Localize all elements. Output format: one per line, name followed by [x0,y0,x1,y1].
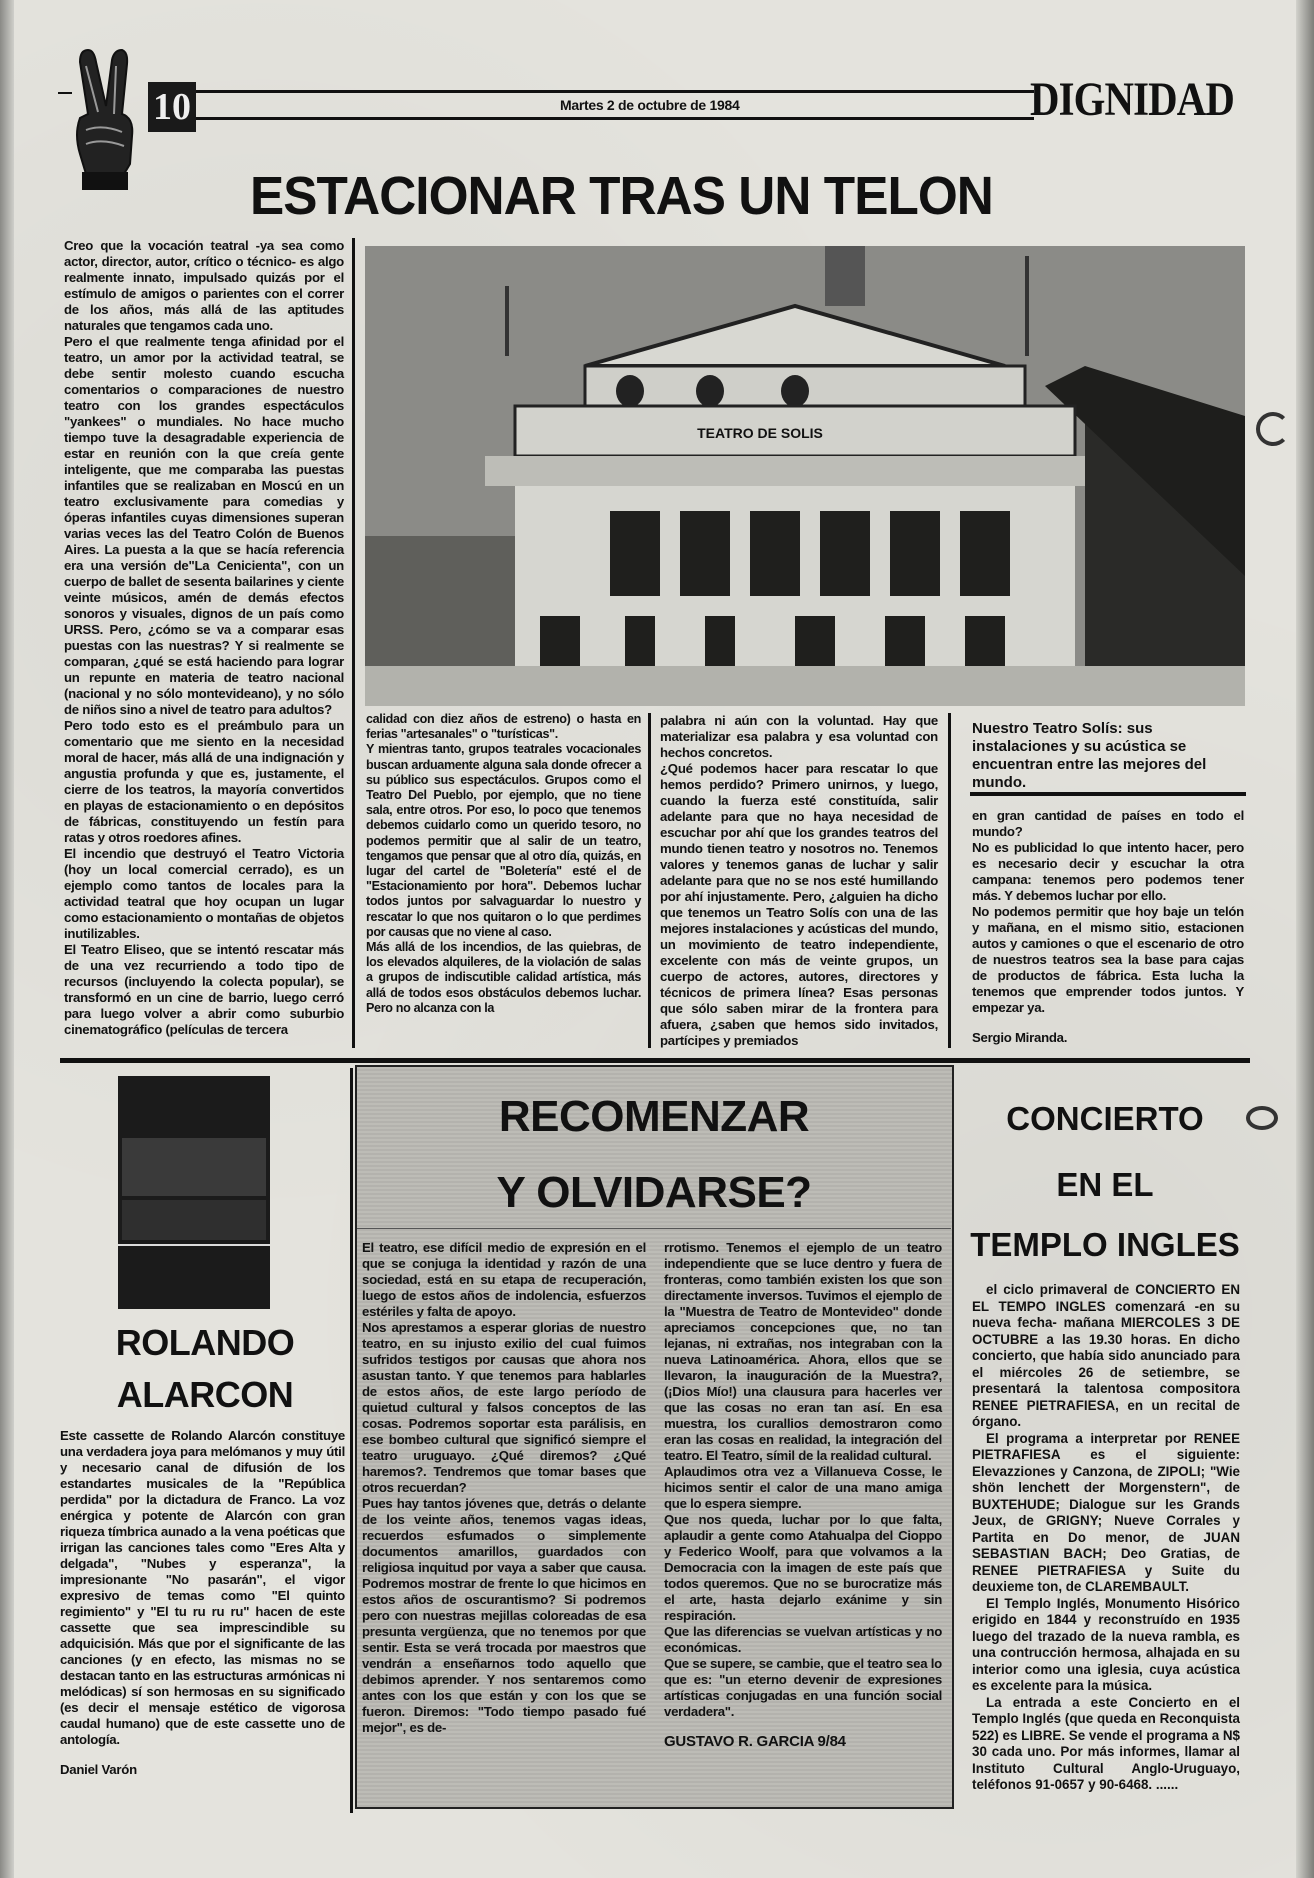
paragraph: rrotismo. Tenemos el ejemplo de un teatro independiente que se luce dentro y fuera de fronteras, como también existen los que son directamente inversos. Tuvimos el ejemplo de la "Muestra de Teatro de Montevideo" donde apreciamos concepciones que, no tan lejanas, ni extrañas, nos integraban con la nueva Latinoamérica. Ahora, ellos que se llevaron, la inauguración de la Muestra?, (¡Dios Mío!) una clausura para hacerles ver que las cosas no eran tan así. En esa muestra, los curallios demostraron como eran las cosas en realidad, la integración del teatro. El Teatro, símil de la realidad cultural. [664,1240,942,1463]
page-number: 10 [148,82,196,132]
recomenzar-col2 [664,1240,942,1750]
newspaper-logo: DIGNIDAD [1030,73,1235,126]
column-divider [648,713,651,1048]
paragraph: Aplaudimos otra vez a Villanueva Cosse, le hicimos sentir el calor de una mano amiga que lo espera siempre. [664,1464,942,1511]
main-article-col4 [972,808,1244,1046]
paragraph: Más allá de los incendios, de las quiebras, de los elevados alquileres, de la violación de salas a grupos de indiscutible calidad artística, más allá de todos esos obstáculos debemos luchar. Pero no alcanza con la [366,940,641,1015]
paragraph: El teatro, ese difícil medio de expresión en el que se conjuga la identidad y razón de una sociedad, está en su etapa de recuperación, luego de estos años de indolencia, esfuerzos estériles y falta de apoyo. [362,1240,646,1319]
column-divider [948,713,951,1048]
photo-building-sign: TEATRO DE SOLIS [697,425,823,441]
paragraph: El incendio que destruyó el Teatro Victoria (hoy un local comercial cerrado), es un ejemplo como tantos de locales para la actividad teatral que hoy ocupan un lugar como estacionamiento o montañas de objetos inutilizables. [64,846,344,941]
byline: GUSTAVO R. GARCIA 9/84 [664,1733,846,1750]
paragraph: La entrada a este Concierto en el Templo Inglés (que queda en Reconquista 522) es LIBRE. Se vende el programa a N$ 30 cada uno. Por más informes, llamar al Instituto Cultural Anglo-Uruguayo, teléfonos 91-0657 y 90-6468. ...... [972,1694,1240,1792]
main-article-col3 [660,713,938,1049]
paragraph: el ciclo primaveral de CONCIERTO EN EL TEMPO INGLES comenzará -en su nueva fecha- mañana MIERCOLES 3 DE OCTUBRE a las 19.30 horas. En dicho concierto, que había sido anunciado para el miércoles 26 de setiembre, se presentará la talentosa compositora RENEE PIETRAFIESA, en un recital de órgano. [972,1282,1240,1429]
paragraph: No podemos permitir que hoy baje un telón y mañana, en el mismo sitio, estacionen autos y camiones o que el escenario de otro de nuestros teatros sea la base para cajas de productos de fábrica. Esta lucha la tenemos que emprender todos juntos. Y empezar ya. [972,904,1244,1015]
main-article-col1 [64,238,344,1038]
paragraph: Este cassette de Rolando Alarcón constituye una verdadera joya para melómanos y muy útil y necesario canal de difusión de los estandartes musicales de la "República perdida" por la dictadura de Franco. La voz enérgica y potente de Alarcón con gran riqueza tímbrica aunado a la vena poéticas que irrigan las canciones tales como "Eres Alta y delgada", "Nubes y esperanza", la impresionante "No pasarán", el vigor expresivo de temas como "El quinto regimiento" y "El tu ru ru ru" hacen de este cassette que sea imprescindible su adquicisión. Más que por el significante de las canciones (y en efecto, las mismas no se destacan tanto en las estructuras armónicas ni melódicas) sí son hermosas en su significado (es decir el mensaje estético de vigorosa caudal humano) que de este cassette uno de antología. [60,1428,345,1747]
paragraph: El Templo Inglés, Monumento Hisórico erigido en 1844 y reconstruído en 1935 luego del trazado de la nueva rambla, es una contrucción hermosa, alhajada en su interior como una iglesia, cuya acústica es excelente para la música. [972,1595,1240,1693]
photo-caption: Nuestro Teatro Solís: sus instalaciones y su acústica se encuentran entre las mejores del mundo. [972,720,1207,791]
paragraph: Pero todo esto es el preámbulo para un comentario que me siento en la necesidad moral de hacer, más allá de una indignación y angustia profunda y que es, justamente, el cierre de los teatros, la mayoría convertidos en playas de estacionamiento o en depósitos de fábricas, constituyendo un festín para ratas y otros roedores afines. [64,718,344,845]
column-divider [350,1068,353,1813]
paragraph: Y mientras tanto, grupos teatrales vocacionales buscan arduamente alguna sala donde ofrecer a su público sus espectáculos. Grupos como el Teatro Del Pueblo, por ejemplo, que no tiene sala, entre otros. Por eso, lo poco que tenemos debemos cuidarlo como un querido tesoro, no podemos permitir que al salir de un teatro, tengamos que pensar que al otro día, quizás, en lugar del cartel de "Boletería" esté el de "Estacionamiento por hora". Debemos luchar todos juntos por salvaguardar lo nuestro y rescatar lo que nos quitaron o lo que perdimes por causas que no viene al caso. [366,742,641,939]
masthead-rule-left [58,92,72,94]
recomenzar-title-line1: RECOMENZAR [498,1092,810,1141]
paragraph: palabra ni aún con la voluntad. Hay que materializar esa palabra y esa voluntad con hechos concretos. [660,713,938,760]
recomenzar-title-line2: Y OLVIDARSE? [496,1168,812,1217]
paragraph: El Teatro Eliseo, que se intentó rescatar más de una vez recurriendo a todo tipo de recursos (incluyendo la colecta popular), se transformó en un cine de barrio, luego cerró para luego volver a abrir como suburbio cinematográfico (películas de tercera [64,942,344,1037]
binder-hole [1256,412,1290,446]
cassette-review [60,1428,345,1778]
paragraph: en gran cantidad de países en todo el mundo? [972,808,1244,839]
paragraph: Que las diferencias se vuelvan artísticas y no económicas. [664,1624,942,1655]
concert-article-body [972,1282,1240,1794]
concert-title-line3: TEMPLO INGLES [970,1226,1240,1263]
byline: Sergio Miranda. [972,1030,1068,1045]
byline: Daniel Varón [60,1762,137,1777]
paragraph: calidad con diez años de estreno) o hasta en ferias "artesanales" o "turísticas". [366,712,641,742]
masthead-rule-bottom [196,117,1034,120]
caption-rule [970,792,1246,796]
masthead-rule-top [196,90,1034,93]
paragraph: Que nos queda, luchar por lo que falta, aplaudir a gente como Atahualpa del Cioppo y Federico Woolf, para que volvamos a la Democracia con la imagen de este país que todos queremos. Que no se burocratize más el arte, hasta dejarlo exánime y sin respiración. [664,1512,942,1623]
paragraph: ¿Qué podemos hacer para rescatar lo que hemos perdido? Primero unirnos, y luego, cuando la fuerza esté constituída, salir adelante para que no haya necesidad de escuchar por ahí que los grandes teatros del mundo tienen teatro y nosotros no. Tenemos valores y tenemos ganas de luchar y salir adelante para que no se nos esté humillando por ahí injustamente. Pero, ¿alguien ha dicho que tenemos un Teatro Solís con una de las mejores instalaciones y acústicas del mundo, un movimiento de teatro independiente, excelente con más de veinte grupos, un cuerpo de actores, autores, directores y técnicos de primera línea? Esas personas que sólo saben mirar de la frontera para afuera, ¿saben que hemos sido invitados, partícipes y premiados [660,761,938,1048]
main-article-col2 [366,712,641,1016]
cassette-title-line2: ALARCON [116,1374,294,1415]
recomenzar-title-rule [357,1228,951,1229]
paragraph: Nos aprestamos a esperar glorias de nuestro teatro, en su injusto exilio del cual fuimos sufridos testigos por causas que ahora nos asustan tanto. Y que tenemos para hablarles de estos años, de este largo período de quietud cultural y falsos conceptos de las cosas. Podremos soportar esta parálisis, en ese bombeo cultural que significó siempre el teatro uruguayo. ¿Qué diremos? ¿Qué haremos?. Tendremos que tomar bases que otros recuerdan? [362,1320,646,1495]
paragraph: El programa a interpretar por RENEE PIETRAFIESA es el siguiente: Elevazziones y Canzona, de ZIPOLI; "Wie shön lenchett der Morgenstern", de BUXTEHUDE; Dialogue sur les Grands Jeux, de GRIGNY; Nueve Corrales y Partita en Do menor, de JUAN SEBASTIAN BACH; Deo Gratias, de RENEE PIETRAFIESA y Suite du deuxieme ton, de CLAREMBAULT. [972,1430,1240,1594]
paragraph: No es publicidad lo que intento hacer, pero es necesario decir y escuchar la otra campana: tenemos pero podemos tener más. Y debemos luchar por ello. [972,840,1244,903]
paragraph: Que se supere, se cambie, que el teatro sea lo que es: "un eterno devenir de expresiones artísticas conjugadas en una función social verdadera". [664,1656,942,1719]
teatro-solis-building-image [365,246,1245,706]
recomenzar-col1 [362,1240,646,1736]
cassette-title-line1: ROLANDO [115,1322,295,1363]
paragraph: Pues hay tantos jóvenes que, detrás o delante de los veinte años, tenemos vagas ideas, recuerdos esfumados o simplemente documentos amarillos, guardados con religiosa inquitud por vaya a saber que causa. Podremos mostrar de frente lo que hicimos en estos años de oscurantismo? Si podremos pero con nuestras mejillas coloreadas de esa presunta vergüenza, que no tenemos por que sentir. Esta se verá trocada por maestros que vendrán a enseñarnos todo aquello que debimos aprender. Y nos sentaremos como antes con los que están y con los que se fueron. Diremos: "Todo tiempo pasado fué mejor", es de- [362,1496,646,1735]
victory-hand-icon [72,44,142,194]
concert-title-line1: CONCIERTO [1006,1100,1204,1137]
issue-date: Martes 2 de octubre de 1984 [560,97,740,113]
paragraph: Creo que la vocación teatral -ya sea como actor, director, autor, crítico o técnico- es algo realmente innato, impulsado quizás por el estímulo de amigos o parientes con el correr de los años, más allá de las aptitudes naturales que tengamos cada uno. [64,238,344,333]
main-headline: ESTACIONAR TRAS UN TELON [250,166,993,226]
teatro-solis-photo [365,246,1245,706]
paragraph: Pero el que realmente tenga afinidad por el teatro, un amor por la actividad teatral, se debe sentir molesto cuando escucha comentarios o comparaciones de nuestro teatro con los grandes espectáculos "yankees" o mundiales. No hace mucho tiempo tuve la desagradable experiencia de estar en reunión con la que creía gente inteligente, que me comparaba las puestas infantiles que se realizaban en Moscú en un teatro exclusivamente para comedias y óperas infantiles cuyas dimensiones superan varias veces las del Teatro Colón de Buenos Aires. La puesta a la que se hacía referencia era una versión de"La Cenicienta", con un cuerpo de ballet de sesenta bailarines y ciente veinte músicos, amén de demás efectos sonoros y visuales, dignos de un país como URSS. Pero, ¿cómo se va a comparar esas puestas con las nuestras? Y si realmente se comparan, ¿qué se está haciendo para lograr un repunte en materia de teatro nacional (nacional y no sólo montevideano), y no sólo de niños sino a nivel de teatro para adultos? [64,334,344,717]
cassette-cover-image [118,1076,270,1309]
column-divider [352,238,355,1048]
binder-hole [1246,1106,1278,1130]
concert-title-line2: EN EL [1056,1166,1154,1203]
section-divider [60,1058,1250,1063]
